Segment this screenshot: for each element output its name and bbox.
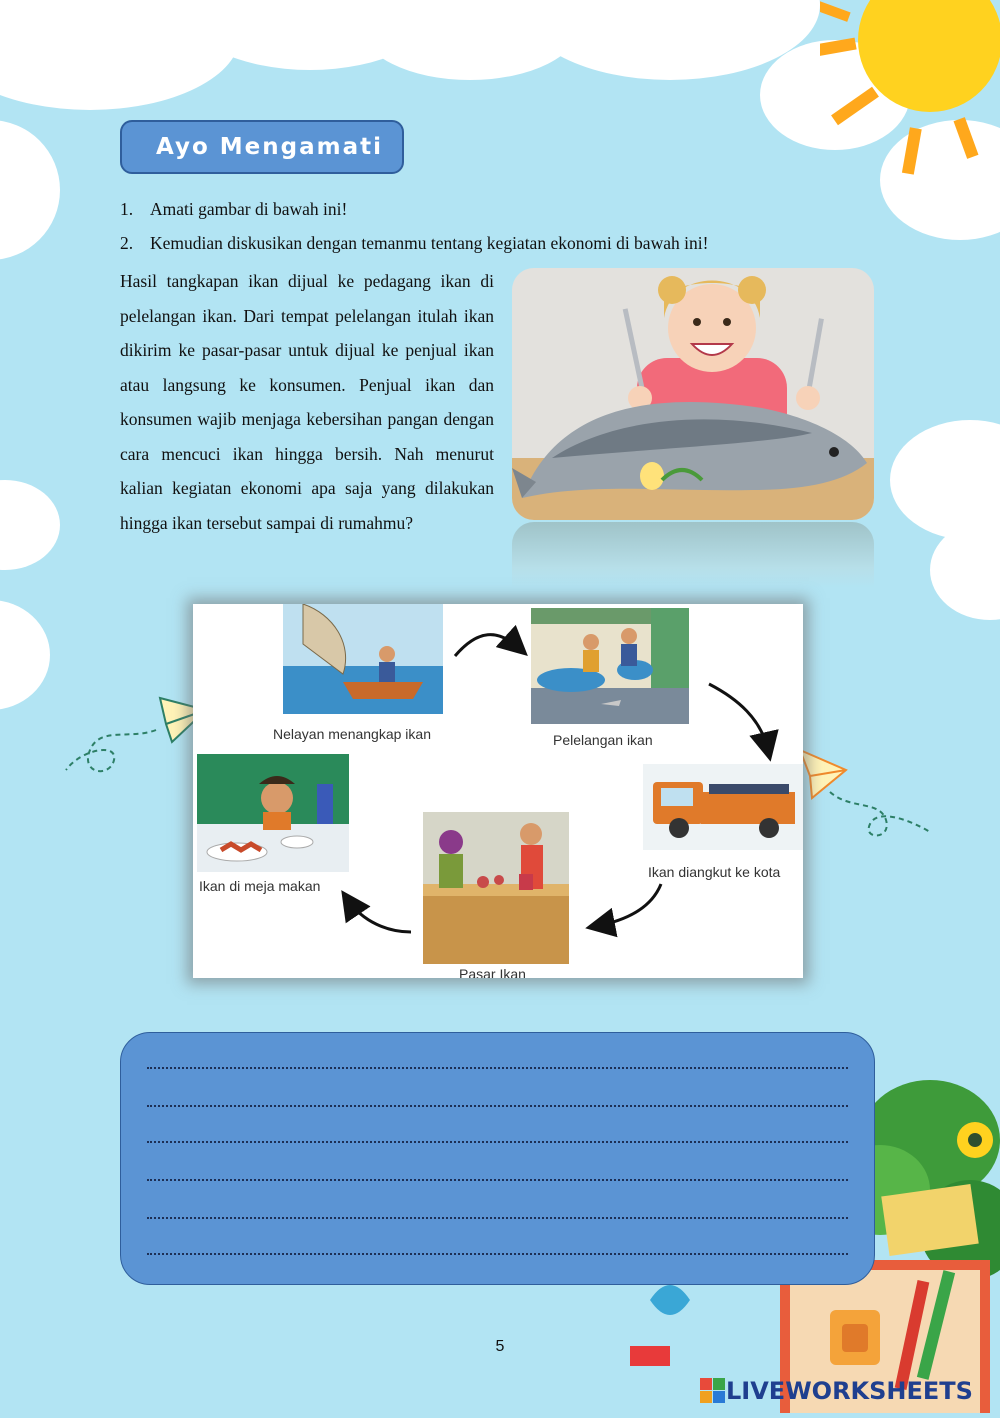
answer-line[interactable] <box>147 1179 848 1181</box>
step-label: Pelelangan ikan <box>553 732 653 748</box>
paper-plane-left-icon <box>60 690 210 790</box>
section-title-text: Ayo Mengamati <box>156 134 383 160</box>
answer-line[interactable] <box>147 1141 848 1143</box>
answer-line[interactable] <box>147 1067 848 1069</box>
answer-line[interactable] <box>147 1105 848 1107</box>
liveworksheets-logo[interactable] <box>700 1377 973 1405</box>
body-paragraph: Hasil tangkapan ikan dijual ke pedagang ikan di pelelangan ikan. Dari tempat pelelangan itulah ikan dikirim ke pasar-pasar untuk dijual ke penjual ikan atau langsung ke konsumen. Penjual ikan dan konsumen wajib menjaga kebersihan pangan dengan cara mencuci ikan hingga bersih. Nah menurut kalian kegiatan ekonomi apa saja yang dilakukan hingga ikan tersebut sampai di rumahmu? <box>120 271 494 533</box>
step-label: Ikan diangkut ke kota <box>648 864 781 880</box>
instruction-item-1 <box>120 199 347 220</box>
step-label: Ikan di meja makan <box>199 878 321 894</box>
page-number: 5 <box>495 1338 505 1355</box>
instruction-number: 2. <box>120 233 134 253</box>
instruction-text: Amati gambar di bawah ini! <box>150 199 348 219</box>
fish-distribution-cycle-diagram <box>193 604 803 978</box>
girl-with-fish-photo <box>512 268 874 520</box>
answer-line[interactable] <box>147 1253 848 1255</box>
instruction-item-2 <box>120 233 708 254</box>
step-label: Pasar Ikan <box>459 966 526 978</box>
section-title <box>120 120 404 174</box>
step-label: Nelayan menangkap ikan <box>273 726 431 742</box>
instruction-number: 1. <box>120 199 134 219</box>
brand-text: LIVEWORKSHEETS <box>726 1377 973 1405</box>
photo-reflection <box>512 522 874 588</box>
cycle-arrows <box>193 604 803 978</box>
answer-box <box>120 1032 875 1285</box>
instruction-text: Kemudian diskusikan dengan temanmu tentang kegiatan ekonomi di bawah ini! <box>150 233 709 253</box>
paper-plane-right-icon <box>790 740 940 850</box>
liveworksheets-badge-icon <box>700 1378 726 1404</box>
sun-icon <box>820 0 1000 200</box>
answer-line[interactable] <box>147 1217 848 1219</box>
